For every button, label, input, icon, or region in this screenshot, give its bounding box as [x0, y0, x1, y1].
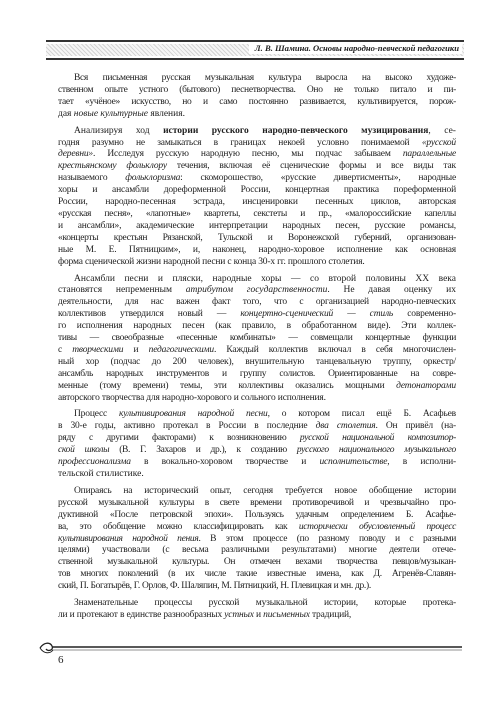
text-line: ансамбль народных инструментов и группу солистов. Ориентированные на совре-: [58, 368, 456, 379]
text-run: , се-: [428, 125, 456, 136]
text-line: тельской стилистике.: [58, 469, 144, 479]
text-run: становятся непременным: [58, 285, 186, 296]
text-line: [58, 421, 456, 431]
text-line: России, народно-песенная эстрада, инсценировки песенных циклов, авторская: [58, 197, 456, 208]
running-header-title: Л. В. Шамина. Основы народно-певческой педагогики: [249, 42, 462, 54]
italic-run: исполнительстве: [319, 457, 388, 468]
text-run: . Не давая оценку их: [327, 285, 456, 296]
italic-run: концертно-сценический — стиль: [240, 309, 394, 320]
italic-run: деревни»: [58, 149, 94, 160]
text-line: [58, 345, 456, 355]
text-line: форма сценической жизни народной песни с конца 30-х гг. прошлого столетия.: [58, 256, 365, 267]
italic-run: культивирования народной песни: [119, 409, 268, 420]
text-run: ряду с другими факторами) к возникновению: [58, 433, 300, 444]
text-run: (В. Г. Захаров и др.), к созданию: [109, 445, 297, 456]
text-line: [58, 161, 456, 171]
italic-run: культивирования народной пения: [58, 533, 199, 544]
text-run: , о котором писал ещё Б. Асафьев: [267, 409, 456, 420]
italic-run: «русской: [421, 137, 456, 148]
text-line: деятельности, для нас важен факт того, что с организацией народно-певческих: [58, 297, 456, 308]
text-run: называемого: [58, 173, 126, 184]
text-line: [58, 109, 185, 119]
text-run: в 30-е годы, активно протекал в России в последние: [58, 421, 316, 432]
text-line: ственной музыкальной культуры. Он отмечен вехами творчества певцов/музыкан-: [58, 557, 456, 568]
text-run: явления.: [147, 108, 185, 119]
paragraph-5: [58, 486, 456, 593]
text-run: . Он привёл (на-: [375, 421, 456, 432]
text-line: [58, 433, 456, 443]
text-run: коллективов утвердился новый —: [58, 309, 241, 320]
paragraph-1: [58, 73, 456, 121]
text-run: современно-: [393, 309, 456, 320]
text-run: и: [253, 609, 264, 620]
text-line: дуктивной «После петровской эпохи». Пользуясь удачным определением Б. Асафье-: [58, 509, 456, 520]
text-line: [58, 534, 456, 544]
text-line: го исполнения народных песен (как правило, в обработанном виде). Эти коллек-: [58, 321, 456, 332]
text-run: с: [58, 344, 73, 355]
text-line: [58, 309, 456, 319]
paragraph-3: [58, 274, 456, 405]
text-run: дая: [58, 108, 74, 119]
text-line: Опираясь на исторический опыт, сегодня требуется новое обобщение истории: [74, 485, 456, 496]
text-run: . В этом процессе (по разному поводу и с разными: [198, 533, 456, 544]
text-line: [58, 149, 456, 159]
italic-run: новые культурные: [73, 108, 148, 119]
text-line: [58, 381, 456, 391]
text-run: , в исполни-: [387, 457, 456, 468]
text-line: ственном опыте устного (бытового) песнетворчества. Оно не только питало и пи-: [58, 84, 456, 95]
text-line: «концерты крестьян Рязанской, Тульской и Воронежской губерний, организован-: [58, 232, 456, 243]
text-run: течения, включая её сценические формы и все виды так: [166, 161, 456, 172]
text-line: ский, П. Богатырёв, Г. Орлов, Ф. Шаляпин, М. Пятницкий, Н. Плевицкая и мн. др.).: [58, 581, 371, 592]
text-run: годня разумно не замыкаться в границах некоей условно понимаемой: [58, 137, 422, 148]
italic-run: атрибутом государственности: [185, 285, 328, 296]
text-line: тивы — своеобразные «песенные комбинаты» — совмещали концертные функции: [58, 333, 456, 344]
text-run: менные (тому времени) темы, эти коллективы оказались мощными: [58, 380, 397, 391]
text-line: [74, 409, 456, 419]
text-line: и ансамбли», академические интерпретации народных песен, русские романсы,: [58, 220, 456, 231]
text-line: русской музыкальной культуры в свете времени противоречивой и чрезвычайно про-: [58, 497, 456, 508]
text-run: в вокально-хоровом творчестве и: [130, 457, 320, 468]
text-run: ли и протекают в единстве разнообразных: [58, 609, 225, 620]
page-number: 6: [58, 654, 64, 666]
text-line: [74, 126, 456, 136]
italic-run: исторически обусловленный процесс: [298, 521, 456, 532]
italic-run: русской национальной композитор-: [299, 433, 456, 444]
italic-run: профессионализма: [58, 457, 131, 468]
italic-run: творческими: [72, 344, 124, 355]
paragraph-6: [58, 598, 456, 622]
italic-run: устных: [224, 609, 254, 620]
text-run: . Каждый коллектив включал в себя многочислен-: [214, 344, 456, 355]
italic-run: параллельные: [402, 149, 456, 160]
paragraph-4: [58, 409, 456, 480]
text-line: тов многих поколений (в их числе такие известные имена, как Д. Агренёв-Славян-: [58, 569, 456, 580]
text-line: [58, 173, 456, 183]
text-line: авторского творчества для народно-хорового и сольного исполнения.: [58, 392, 326, 403]
text-line: [58, 522, 456, 532]
italic-run: детонаторами: [396, 380, 456, 391]
text-line: ные М. Е. Пятницким», и, наконец, народно-хоровое исполнение как основная: [58, 244, 456, 255]
text-run: . Исследуя русскую народную песню, мы подчас забываем: [93, 149, 403, 160]
text-line: [58, 610, 351, 620]
italic-run: русского национального музыкального: [296, 445, 456, 456]
text-line: целями) участвовали (с весьма различными результатами) многие деятели отече-: [58, 545, 456, 556]
text-run: : скоморошество, «русские дивертисменты», народные: [180, 173, 456, 184]
text-line: [58, 285, 456, 295]
italic-run: крестьянскому фольклору: [58, 161, 167, 172]
italic-run: фольклоризма: [125, 173, 181, 184]
text-run: Анализируя ход: [74, 125, 164, 136]
ornament-scroll: [40, 643, 52, 650]
running-header: [46, 40, 464, 60]
text-line: [58, 445, 456, 455]
text-line: Вся письменная русская музыкальная культура выросла на высоко художе-: [74, 73, 456, 83]
text-line: Знаменательные процессы русской музыкальной истории, которые протека-: [74, 598, 456, 609]
paragraph-2: [58, 126, 456, 269]
text-line: «русская песня», «лапотные» квартеты, секстеты и пр., «малороссийские капеллы: [58, 208, 456, 219]
italic-run: два столетия: [315, 421, 376, 432]
text-line: тает «учёное» искусство, но и само постоянно развивается, культивируется, порож-: [58, 96, 456, 107]
italic-run: ской школы: [58, 445, 110, 456]
text-run: традиций,: [309, 609, 352, 620]
text-run: ва, это обобщение можно классифицировать как: [58, 521, 299, 532]
text-line: [58, 457, 456, 467]
text-line: хоры и ансамбли дореформенной России, концертная практика пореформенной: [58, 185, 456, 196]
text-run: и: [123, 344, 149, 355]
text-line: ный хор (подчас до 200 человек), внушительную танцевальную труппу, оркестр/: [58, 356, 456, 367]
text-line: Ансамбли песни и пляски, народные хоры — со второй половины XX века: [74, 273, 456, 284]
body-text: [58, 73, 456, 627]
text-run: Процесс: [74, 409, 119, 420]
italic-run: педагогическими: [148, 344, 214, 355]
text-line: [58, 138, 456, 148]
footer-ornament: [38, 640, 462, 656]
italic-run: письменных: [263, 609, 310, 620]
bold-run: истории русского народно-певческого музицирования: [163, 125, 429, 136]
